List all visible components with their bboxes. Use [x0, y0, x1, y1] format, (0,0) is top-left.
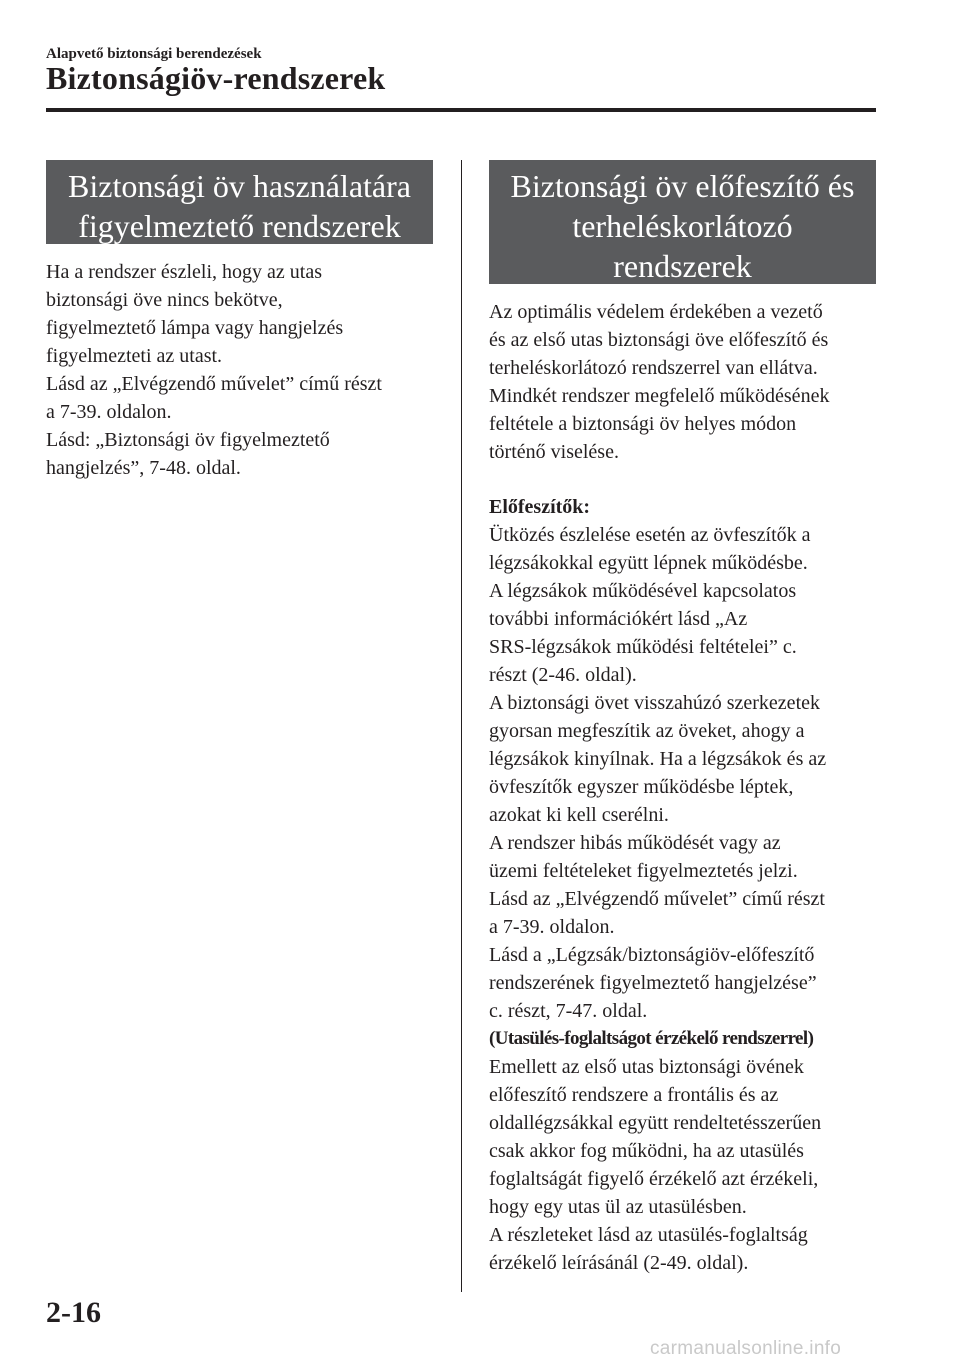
text-line: oldallégzsákkal együtt rendeltetésszerűen	[489, 1112, 822, 1134]
text-line: A rendszer hibás működését vagy az	[489, 832, 781, 854]
text-line: Lásd a „Légzsák/biztonságiöv-előfeszítő	[489, 944, 815, 966]
text-line: foglaltságát figyelő érzékelő azt érzékeli,	[489, 1168, 819, 1190]
text-line: a 7-39. oldalon.	[489, 916, 615, 938]
text-line: Ütközés észlelése esetén az övfeszítők a	[489, 524, 811, 546]
text-line: hogy egy utas ül az utasülésben.	[489, 1196, 747, 1218]
text-line: történő viselése.	[489, 441, 619, 463]
page-title: Biztonságiöv-rendszerek	[46, 60, 386, 96]
text-line: figyelmeztető lámpa vagy hangjelzés	[46, 317, 344, 339]
right-heading-line-2: terheléskorlátozó	[572, 208, 793, 244]
text-line: Lásd: „Biztonsági öv figyelmeztető	[46, 429, 330, 451]
text-line: azokat ki kell cserélni.	[489, 804, 669, 826]
text-line: előfeszítő rendszere a frontális és az	[489, 1084, 779, 1106]
text-line: érzékelő leírásánál (2-49. oldal).	[489, 1252, 749, 1274]
right-heading-line-3: rendszerek	[613, 248, 752, 284]
text-line: Az optimális védelem érdekében a vezető	[489, 301, 823, 323]
text-line: figyelmezteti az utast.	[46, 345, 223, 367]
text-line: csak akkor fog működni, ha az utasülés	[489, 1140, 804, 1162]
text-line: Lásd az „Elvégzendő művelet” című részt	[46, 373, 382, 395]
text-line: gyorsan megfeszítik az öveket, ahogy a	[489, 720, 805, 742]
text-line: A részleteket lásd az utasülés-foglaltság	[489, 1224, 808, 1246]
text-line: hangjelzés”, 7-48. oldal.	[46, 457, 241, 479]
text-line: és az első utas biztonsági öve előfeszítő és	[489, 329, 829, 351]
text-line: a 7-39. oldalon.	[46, 401, 172, 423]
text-line: A légzsákok működésével kapcsolatos	[489, 580, 797, 602]
left-heading-line-1: Biztonsági öv használatára	[68, 168, 411, 204]
right-section-heading-box	[489, 160, 876, 284]
text-line: feltétele a biztonsági öv helyes módon	[489, 413, 797, 435]
left-section-heading-box	[46, 160, 433, 244]
text-line: légzsákok kinyílnak. Ha a légzsákok és az	[489, 748, 827, 770]
left-column-text	[46, 258, 438, 482]
text-line: Ha a rendszer észleli, hogy az utas	[46, 261, 322, 283]
right-column-text	[489, 298, 881, 1277]
page-number: 2-16	[46, 1296, 101, 1329]
text-line: Lásd az „Elvégzendő művelet” című részt	[489, 888, 825, 910]
right-heading-line-1: Biztonsági öv előfeszítő és	[510, 168, 855, 204]
text-line: légzsákokkal együtt lépnek működésbe.	[489, 552, 808, 574]
text-line: üzemi feltételeket figyelmeztetés jelzi.	[489, 860, 798, 882]
text-line: Mindkét rendszer megfelelő működésének	[489, 385, 830, 407]
header-rule	[46, 108, 876, 112]
text-line: további információkért lásd „Az	[489, 608, 748, 630]
section-label: Alapvető biztonsági berendezések	[46, 46, 262, 62]
text-line: övfeszítők egyszer működésbe léptek,	[489, 776, 794, 798]
text-line: biztonsági öve nincs bekötve,	[46, 289, 283, 311]
subheading-pretensioners: Előfeszítők:	[489, 496, 591, 518]
text-line: A biztonsági övet visszahúzó szerkezetek	[489, 692, 820, 714]
text-line: Emellett az első utas biztonsági övének	[489, 1056, 804, 1078]
text-line: c. részt, 7-47. oldal.	[489, 1000, 648, 1022]
paragraph-gap	[489, 466, 881, 493]
text-line: terheléskorlátozó rendszerrel van ellátva.	[489, 357, 818, 379]
text-line: részt (2-46. oldal).	[489, 664, 637, 686]
left-heading-line-2: figyelmeztető rendszerek	[78, 208, 401, 244]
text-line: SRS-légzsákok működési feltételei” c.	[489, 636, 797, 658]
text-line: rendszerének figyelmeztető hangjelzése”	[489, 972, 817, 994]
column-divider	[461, 160, 462, 1292]
subheading-occupancy-sensor: (Utasülés-foglaltságot érzékelő rendszerrel)	[489, 1028, 814, 1049]
watermark: carmanualsonline.info	[650, 1338, 842, 1359]
